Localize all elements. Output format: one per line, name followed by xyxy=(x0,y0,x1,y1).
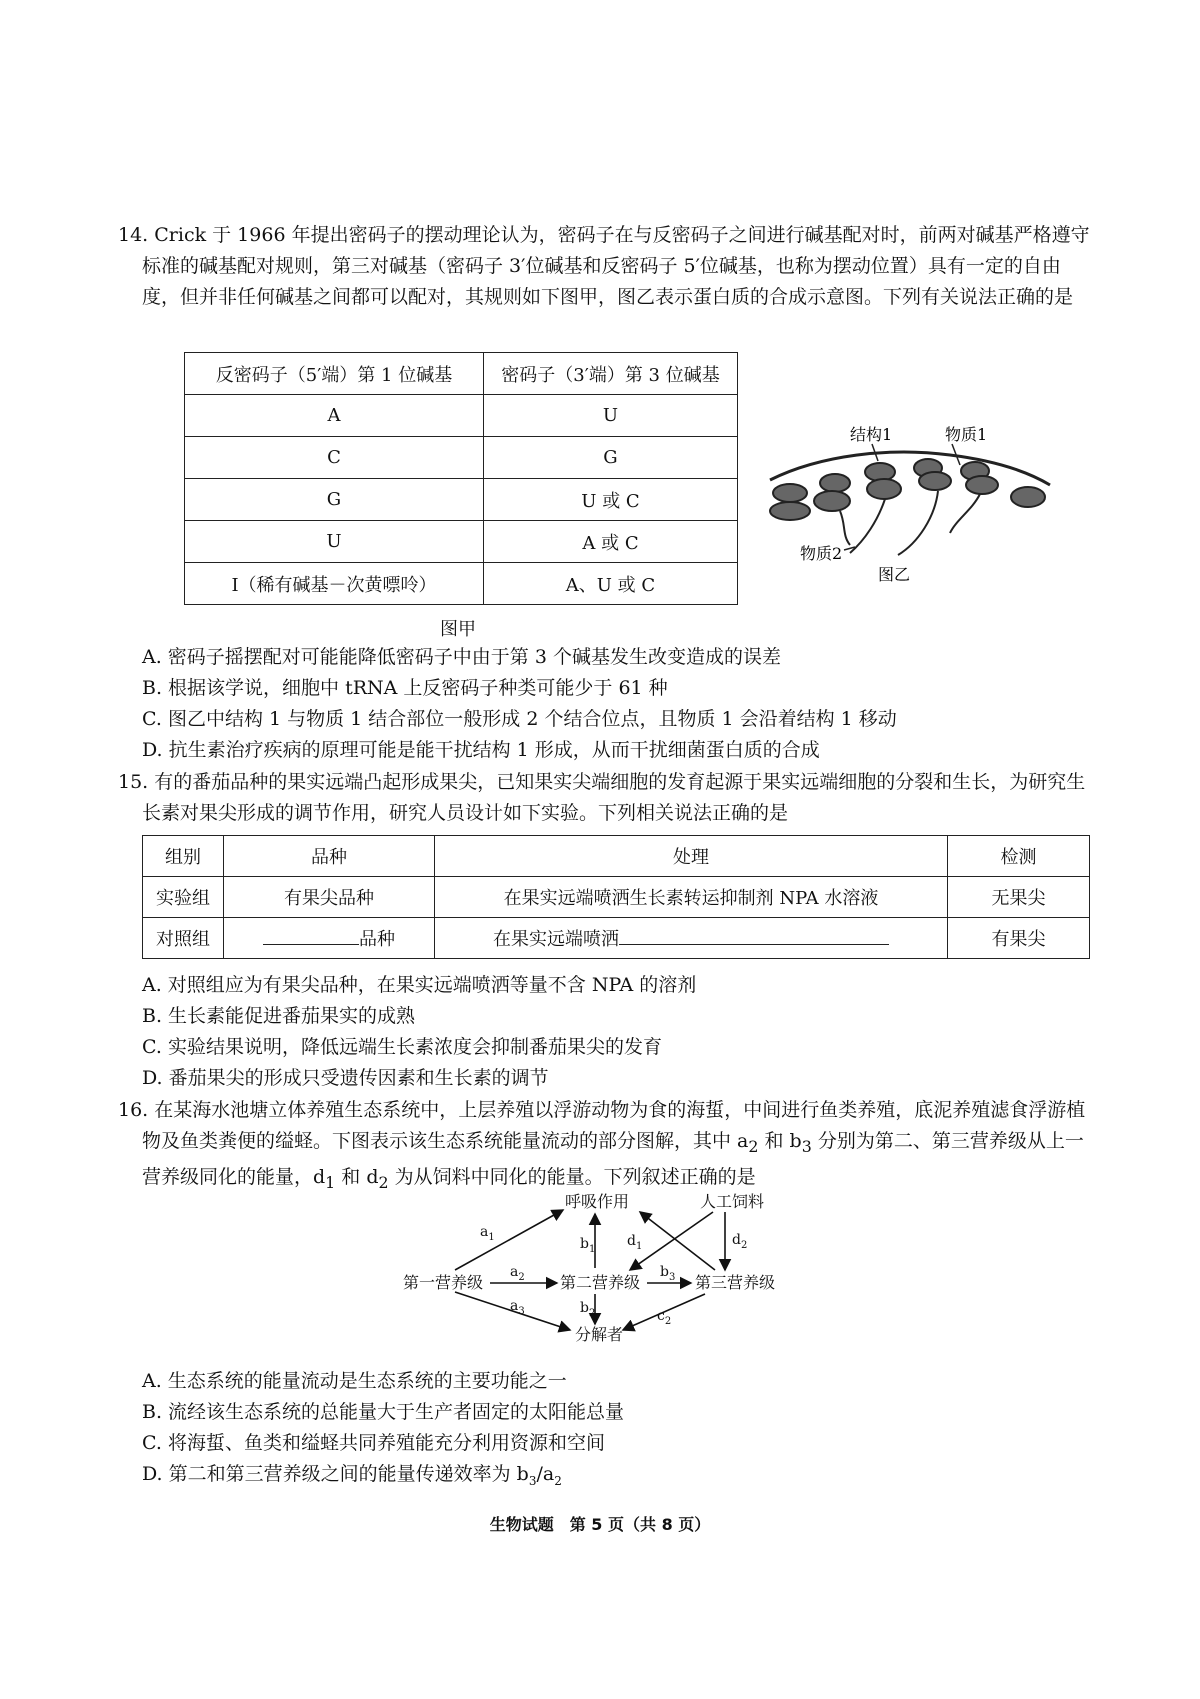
table-cell: I（稀有碱基－次黄嘌呤） xyxy=(185,563,484,605)
table-cell: U xyxy=(185,521,484,563)
option-d-prefix: D. 第二和第三营养级之间的能量传递效率为 b xyxy=(142,1463,529,1485)
label-d1: $d_1$ xyxy=(627,1233,643,1252)
table-cell: G xyxy=(185,479,484,521)
question-16-option-c[interactable]: C. 将海蜇、鱼类和缢蛏共同养殖能充分利用资源和空间 xyxy=(142,1432,605,1454)
table-cell: U 或 C xyxy=(484,479,738,521)
codon-pairing-table xyxy=(184,352,738,605)
table-header: 品种 xyxy=(224,836,435,877)
ribosome xyxy=(820,474,850,492)
table-cell: 在果实远端喷洒生长素转运抑制剂 NPA 水溶液 xyxy=(435,877,948,918)
figure-a-caption: 图甲 xyxy=(440,619,476,640)
mrna-strand xyxy=(770,452,1050,485)
page-footer: 生物试题 第 5 页（共 8 页） xyxy=(489,1515,711,1534)
label-structure-1: 结构1 xyxy=(850,425,893,444)
polypeptide-chain xyxy=(950,494,980,533)
polypeptide-chains xyxy=(840,491,980,555)
label-b3: $b_3$ xyxy=(660,1264,676,1283)
energy-flow-diagram xyxy=(395,1190,815,1350)
table-header: 组别 xyxy=(143,836,224,877)
node-respiration: 呼吸作用 xyxy=(565,1192,630,1211)
question-15-option-b[interactable]: B. 生长素能促进番茄果实的成熟 xyxy=(142,1005,416,1027)
ribosome xyxy=(773,484,807,502)
question-16 xyxy=(116,1095,1091,1198)
option-d-sub1: 3 xyxy=(528,1473,537,1488)
variety-suffix: 品种 xyxy=(359,929,395,950)
table-header: 检测 xyxy=(948,836,1090,877)
node-trophic-level-3: 第三营养级 xyxy=(695,1273,776,1292)
label-a3: $a_3$ xyxy=(510,1298,525,1317)
table-header: 反密码子（5′端）第 1 位碱基 xyxy=(185,353,484,395)
arrow-a1 xyxy=(455,1210,563,1270)
question-15-stem: 15. 有的番茄品种的果实远端凸起形成果尖，已知果实尖端细胞的发育起源于果实远端细胞的分裂和生长，为研究生长素对果尖形成的调节作用，研究人员设计如下实验。下列相关说法正确的是 xyxy=(118,771,1086,824)
question-14-stem: 14. Crick 于 1966 年提出密码子的摆动理论认为，密码子在与反密码子之间进行碱基配对时，前两对碱基严格遵守标准的碱基配对规则，第三对碱基（密码子 3′位碱基和反密码子 5′位碱基，也称为摆动位置）具有一定的自由度，但并非任何碱基之间都可以配对，其规则如下图甲，图乙表示蛋白质的合成示意图。下列有关说法正确的是 xyxy=(118,224,1090,308)
table-cell xyxy=(224,918,435,959)
label-a2: $a_2$ xyxy=(510,1264,525,1283)
question-14-option-c[interactable]: C. 图乙中结构 1 与物质 1 结合部位一般形成 2 个结合位点，且物质 1 会沿着结构 1 移动 xyxy=(142,708,897,730)
table-cell: U xyxy=(484,395,738,437)
label-substance-2: 物质2 xyxy=(800,544,843,563)
option-d-sub2: 2 xyxy=(554,1473,562,1488)
ribosome xyxy=(966,476,998,494)
question-14-option-a[interactable]: A. 密码子摇摆配对可能能降低密码子中由于第 3 个碱基发生改变造成的误差 xyxy=(142,646,781,668)
question-15 xyxy=(116,767,1091,829)
table-cell: C xyxy=(185,437,484,479)
question-14 xyxy=(116,220,1091,313)
question-15-option-c[interactable]: C. 实验结果说明，降低远端生长素浓度会抑制番茄果尖的发育 xyxy=(142,1036,662,1058)
treatment-prefix: 在果实远端喷洒 xyxy=(493,929,619,950)
question-14-option-d[interactable]: D. 抗生素治疗疾病的原理可能是能干扰结构 1 形成，从而干扰细菌蛋白质的合成 xyxy=(142,739,820,761)
label-b1: $b_1$ xyxy=(580,1236,596,1255)
polypeptide-chain xyxy=(840,511,850,545)
table-cell: A 或 C xyxy=(484,521,738,563)
question-16-option-b[interactable]: B. 流经该生态系统的总能量大于生产者固定的太阳能总量 xyxy=(142,1401,625,1423)
question-15-option-d[interactable]: D. 番茄果尖的形成只受遗传因素和生长素的调节 xyxy=(142,1067,549,1089)
ribosome xyxy=(1011,487,1045,507)
table-cell: 有果尖品种 xyxy=(224,877,435,918)
table-cell: 实验组 xyxy=(143,877,224,918)
node-decomposer: 分解者 xyxy=(575,1325,624,1344)
label-c2: $c_2$ xyxy=(657,1308,672,1327)
node-trophic-level-2: 第二营养级 xyxy=(560,1273,641,1292)
node-artificial-feed: 人工饲料 xyxy=(700,1192,765,1211)
question-15-option-a[interactable]: A. 对照组应为有果尖品种，在果实远端喷洒等量不含 NPA 的溶剂 xyxy=(142,974,697,996)
table-cell: A、U 或 C xyxy=(484,563,738,605)
fill-blank-treatment[interactable] xyxy=(619,944,889,945)
question-16-stem: 16. 在某海水池塘立体养殖生态系统中，上层养殖以浮游动物为食的海蜇，中间进行鱼类养殖，底泥养殖滤食浮游植物及鱼类粪便的缢蛏。下图表示该生态系统能量流动的部分图解，其中 $a_2$ 和 $b_3$ 分别为第二、第三营养级从上一营养级同化的能量，$d_1$ 和 $d_2$ 为从饲料中同化的能量。下列叙述正确的是 xyxy=(118,1099,1086,1192)
arrow-level3-to-respiration xyxy=(640,1212,715,1270)
ribosome xyxy=(770,502,810,520)
translation-figure xyxy=(760,425,1060,595)
table-cell xyxy=(435,918,948,959)
label-b2: $b_2$ xyxy=(580,1300,596,1319)
node-trophic-level-1: 第一营养级 xyxy=(403,1273,484,1292)
polypeptide-chain xyxy=(850,499,885,553)
polypeptide-chain xyxy=(898,491,938,555)
ribosome xyxy=(814,491,850,511)
ribosome xyxy=(919,472,951,490)
label-substance-1: 物质1 xyxy=(945,425,988,444)
question-14-option-b[interactable]: B. 根据该学说，细胞中 tRNA 上反密码子种类可能少于 61 种 xyxy=(142,677,668,699)
label-a1: $a_1$ xyxy=(480,1224,495,1243)
table-cell: 对照组 xyxy=(143,918,224,959)
label-d2: $d_2$ xyxy=(732,1232,748,1251)
arrow-d1 xyxy=(630,1212,713,1270)
ribosome xyxy=(867,479,901,499)
figure-b-caption: 图乙 xyxy=(878,565,911,584)
ribosomes xyxy=(770,459,1045,520)
fill-blank-variety[interactable] xyxy=(263,944,359,945)
question-16-option-d[interactable] xyxy=(142,1459,1092,1497)
option-d-mid: /a xyxy=(536,1463,555,1485)
table-cell: G xyxy=(484,437,738,479)
table-cell: 无果尖 xyxy=(948,877,1090,918)
table-cell: 有果尖 xyxy=(948,918,1090,959)
table-header: 处理 xyxy=(435,836,948,877)
table-cell: A xyxy=(185,395,484,437)
table-header: 密码子（3′端）第 3 位碱基 xyxy=(484,353,738,395)
question-16-option-a[interactable]: A. 生态系统的能量流动是生态系统的主要功能之一 xyxy=(142,1370,567,1392)
experiment-table xyxy=(142,835,1090,959)
